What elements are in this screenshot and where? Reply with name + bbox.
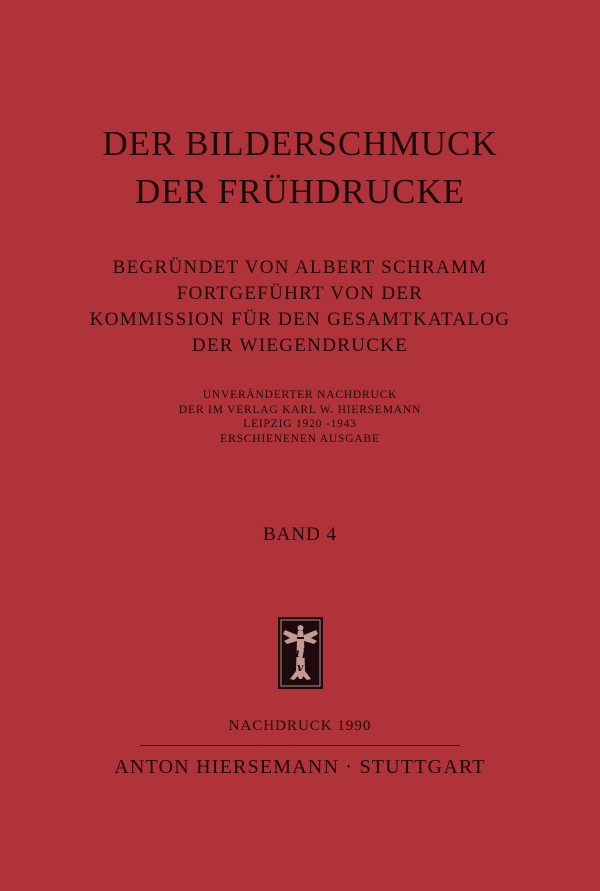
volume-number: BAND 4 — [262, 524, 338, 545]
reprint-line-3: LEIPZIG 1920 -1943 — [243, 418, 357, 430]
publisher-imprint: ANTON HIERSEMANN · STUTTGART — [114, 756, 486, 778]
title-line-2: DER FRÜHDRUCKE — [134, 172, 465, 211]
edition-note: NACHDRUCK 1990 — [228, 718, 372, 734]
reprint-line-1: UNVERÄNDERTER NACHDRUCK — [202, 389, 398, 401]
reprint-line-4: ERSCHIENENEN AUSGABE — [220, 432, 380, 445]
reprint-note — [0, 388, 600, 446]
divider — [140, 745, 460, 746]
founders-line-2: FORTGEFÜHRT VON DER — [176, 283, 424, 304]
emblem-letter-h: h — [302, 647, 311, 661]
founders-line-4: DER WIEGENDRUCKE — [191, 335, 409, 356]
founders-credit — [0, 255, 600, 359]
emblem-letter-a: a — [292, 646, 300, 660]
emblem-letter-v: v — [297, 661, 304, 674]
founders-line-1: BEGRÜNDET VON ALBERT SCHRAMM — [112, 257, 488, 278]
founders-line-3: KOMMISSION FÜR DEN GESAMTKATALOG — [89, 309, 511, 330]
publisher-emblem-icon — [278, 617, 323, 689]
reprint-line-2: DER IM VERLAG KARL W. HIERSEMANN — [178, 403, 422, 416]
title-line-1: DER BILDERSCHMUCK — [102, 124, 498, 163]
book-title — [0, 120, 600, 216]
